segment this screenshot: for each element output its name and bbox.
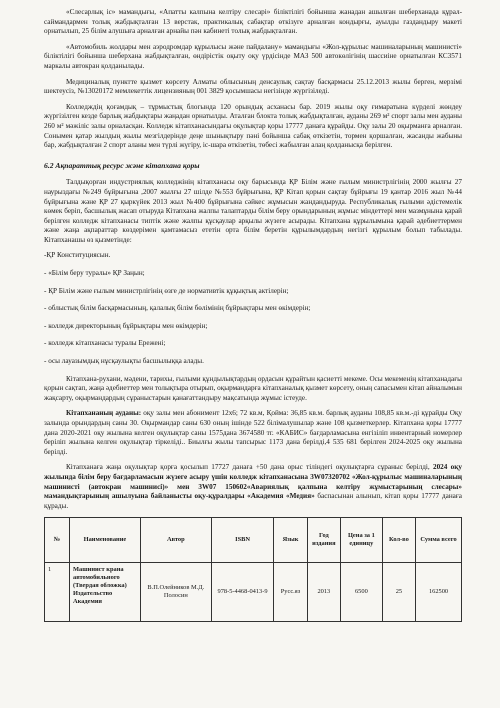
header-name: Наименование bbox=[70, 518, 141, 563]
list-item: - колледж кітапханасы туралы Ережені; bbox=[44, 339, 166, 348]
paragraph-road-machinery-workshop: «Автомобиль жолдары мен аэродромдар құрылысы және пайдалану» мамандығы «Жол-құрылыс машиналарының машинисті» біліктілігі бойынша шеберхана жабдықталған, өндірістік оқыту оқу үрдісінде МАЗ 500 автокөлігінің шассиіне орнатылған КС3571 маркалы автокран қолданылады. bbox=[44, 42, 462, 70]
paragraph-library-intro: Талдықорған индустриялық колледжінің кітапханасы оқу барысында ҚР Білім және ғылым министрлігінің 2000 жылғы 27 наурыздағы №249 бұйрығына ,2007 жылғы 27 шілде №553 бұйрығына, ҚР Кітап қорын сақтау бұйрығы 19 қантар 2016 жыл №44 бұйрығына және ҚР 27 қыркүйек 2013 жыл №400 бұйрығына сәйкес жұмысын жандандыруда. Республикалық ғылыми әдістемелік көмек беріп, басшылық жасап отыруда Кітапхана жалпы талаптарды білім беру орындарының жұмыс міндеттері мен мазмұнына қарай берілген колледж кітапханасы типтік және жалпы құсқаулар арқылы жүзеге асырады. Кітапхана құрылымына қарай әдебиеттермен және жаңа ақпараттар көздерімен қамтамасыз ететін орта білім беретін құрылымдардың негізгі құрылым болып табылады. Кітапханашы өз қызметінде: bbox=[44, 178, 462, 244]
paragraph-library-area bbox=[44, 409, 462, 457]
list-item: - осы лауазымдық нұсқаулықты басшылыққа алады. bbox=[44, 357, 204, 366]
library-duties-list bbox=[44, 251, 462, 366]
order-text-bold: 2024 оқу жылында білім беру бағдарламасын жүзеге асыру үшін колледж кітапханасына 3W07320702 «Жол-құрылыс машиналарының машинисті (автокран машинисі)» мен 3W07 150602«Авариялық қалпына келтіру жұмыстарының слесары» мамандықтарының ашылуына байланысты оқу-құралдары «Академия «Медия» bbox=[44, 463, 462, 501]
paragraph-locksmith-workshop: «Слесарлық іс» мамандығы, «Апатты калпына келтіру слесарі» біліктілігі бойынша жанадан ашылған шеберханада құрал-саймандармен толық жабдықталған 13 верстак, практикалық сабақтар өткізуге арналған кондырғы, ауылды газдандыру макеті орнатылып, 25 білім алушыға арналған арнайы пән кабинеті толық жабдықталған. bbox=[44, 8, 462, 36]
paragraph-new-textbooks bbox=[44, 463, 462, 511]
cell-language: Русс.яз bbox=[274, 563, 307, 622]
header-price: Цена за 1 единицу bbox=[341, 518, 383, 563]
header-language: Язык bbox=[274, 518, 307, 563]
list-item: - ҚР Білім және ғылым министрлігінің өзге де нормативтік құқықтық актілерін; bbox=[44, 286, 289, 295]
cell-num: 1 bbox=[45, 563, 70, 622]
header-author: Автор bbox=[140, 518, 211, 563]
paragraph-social-block: Колледждің қоғамдық – тұрмыстық блогында 120 орындық асханасы бар. 2019 жылы оқу ғимаратына күрделі жөндеу жүргізілген кезде барлық жабдықтары жаңадан орнатылды. Аталған блокта толық жабдықталған, ауданы 269 м² спорт залы мен ауданы 260 м² мәжіліс залы орналасқан. Колледж кітапханасындағы оқулықтар қоры 17777 данаға құрайды. Оқу залы 20 оқырманға арналған. Сонымен қатар жылдың жылы мезгілдерінде деңе шынықтыру пәні бойынша сабақ өткізетін, тормен қоршалған, жасанды жабыны бар, жабдықталған 2 спорт аланы мен түрлі жүгіру, іс-шара өткізетін, төбесі жабылған алаң қолданысқа берілген. bbox=[44, 102, 462, 150]
list-item: - колледж директорының бұйрықтары мен өкімдерін; bbox=[44, 321, 208, 330]
paragraph-medical-point: Медициналық пунктте қызмет көрсету Алматы облысының денсаулық сақтау басқармасы 25.12.2013 жылы берген, мерзімі шектеусіз, №13020172 мемлекеттік лицензияның 001 3829 қосымшасы негізінде жүргізіледі. bbox=[44, 77, 462, 96]
cell-total: 162500 bbox=[416, 563, 462, 622]
section-heading: 6.2 Ақпараттық ресурс және кітапхана қоры bbox=[44, 160, 200, 170]
cell-year: 2013 bbox=[307, 563, 340, 622]
header-isbn: ISBN bbox=[211, 518, 274, 563]
order-text-start: Кітапханаға жаңа оқулықтар қорға қосылып 17727 данаға +50 дана орыс тіліндегі оқулықтарға сұраныс берілді, bbox=[66, 463, 433, 472]
cell-price: 6500 bbox=[341, 563, 383, 622]
cell-isbn: 978-5-4468-0413-9 bbox=[211, 563, 274, 622]
list-item: - «Білім беру туралы» ҚР Заңын; bbox=[44, 269, 145, 278]
library-area-label: Кітапхананың ауданы: bbox=[66, 409, 142, 418]
header-year: Год издания bbox=[307, 518, 340, 563]
header-quantity: Кол-во bbox=[382, 518, 415, 563]
list-item: - облыстық білім басқармасының, қалалық білім бөлімінің бұйрықтары мен өкімдерін; bbox=[44, 304, 311, 313]
table-header-row bbox=[45, 518, 462, 563]
order-text-end: баспасынан алынып, кітап қоры 17777 данаға құрады. bbox=[44, 492, 462, 510]
paragraph-library-info: Кітапхана-рухани, мәдени, тарихы, ғылыми құндылықтардың ордасын құрайтын қасиетті мекеме. Осы мекеменің кітапханадағы қорын сақтап, жаңа әдебиеттер мен толықтыра отырып, оқырмандарға кітапханалық қызмет көрсету, оның сапасымен кітап айналымын жақсарту, оқырмандардың сұраныстарын қанағаттандыру мақсатында жұмыс істеуде. bbox=[44, 374, 462, 402]
cell-quantity: 25 bbox=[382, 563, 415, 622]
list-item: -ҚР Конституциясын. bbox=[44, 251, 111, 260]
cell-author: В.П.Олейников М.Д. Полосин bbox=[140, 563, 211, 622]
table-row bbox=[45, 563, 462, 622]
header-num: № bbox=[45, 518, 70, 563]
textbooks-table bbox=[44, 517, 462, 622]
library-area-text: оқу залы мен абонимент 12х6; 72 кв.м, Қойма: 36,85 кв.м. барлық ауданы 108,85 кв.м.-ді құрайды Оқу залында орындардың саны 30. Оқырмандар саны 630 оның ішінде 522 білімалушылар және 108 қызметкерлер. Кітапхана қоры 17777 дана 2020-2021 оқу жылына келген оқулықтар саны 1575дана 3674580 тг. «КАБИС» бағдарламасына енгізіліп инвентарный номерлер беріліп жылына келген оқулықтар тіркеліді.. Биылғы жылы тапсырыс 1173 дана берілді,4 535 681 берілген 2024-2025 оқу жылына берілді. bbox=[44, 409, 462, 456]
cell-name: Машинист крана автомобильного (Твердая обложка) Издательство Академия bbox=[70, 563, 141, 622]
header-total: Сумма всего bbox=[416, 518, 462, 563]
